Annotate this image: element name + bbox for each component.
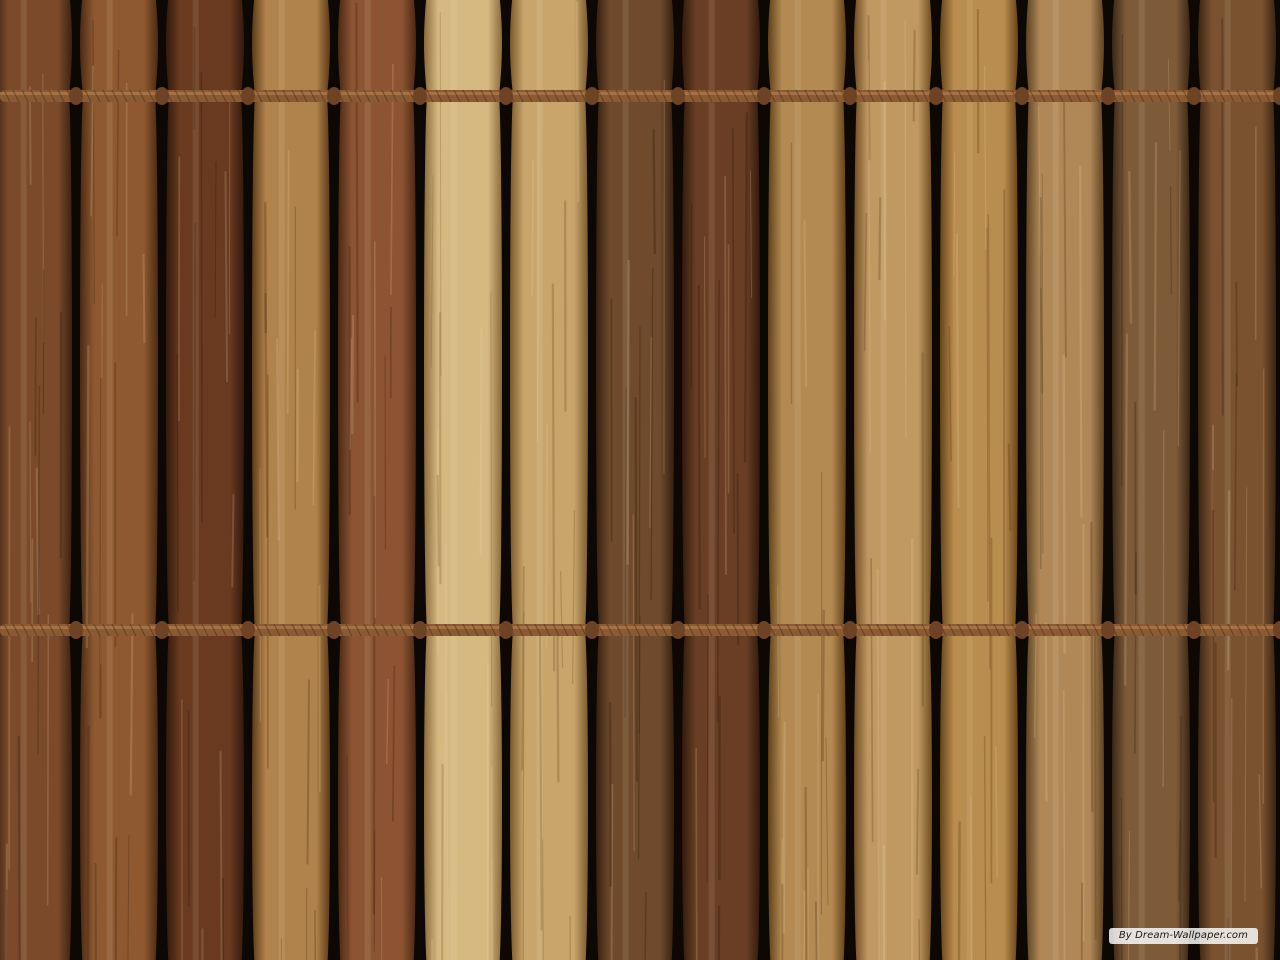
reed-fiber <box>914 30 915 122</box>
reed-fiber <box>905 21 906 438</box>
twine-knot <box>413 621 427 639</box>
reed-segment <box>768 96 846 630</box>
twine-knot <box>155 87 169 105</box>
reed <box>80 0 158 960</box>
twine-sheen <box>0 626 1280 629</box>
reed-fiber <box>1171 186 1172 294</box>
twine-knot <box>413 87 427 105</box>
twine-knot <box>1187 87 1201 105</box>
reed-segment <box>1112 0 1190 96</box>
reed-fiber <box>288 150 289 413</box>
reed <box>338 0 416 960</box>
reed-segment <box>166 0 244 96</box>
twine-knot <box>69 87 83 105</box>
reed-segment <box>940 96 1018 630</box>
twine-knot <box>585 621 599 639</box>
twine-knot <box>499 87 513 105</box>
reed-fiber <box>442 764 443 960</box>
reed-segment <box>854 0 932 96</box>
reed-fiber <box>1236 282 1237 386</box>
reed-fiber <box>532 160 533 296</box>
reed-fiber <box>1255 947 1256 960</box>
reed-segment <box>1198 0 1276 96</box>
reed-fiber <box>1046 623 1047 801</box>
reed-fiber <box>639 326 640 734</box>
reed-fiber <box>1095 625 1096 939</box>
reed-fiber <box>35 317 36 455</box>
twine-knot <box>241 621 255 639</box>
reed-fiber <box>954 152 955 277</box>
reed-segment <box>338 630 416 960</box>
twine-knot <box>1101 621 1115 639</box>
reed-fiber <box>431 939 432 960</box>
reed-fiber <box>1082 883 1083 960</box>
twine-knot <box>1187 621 1201 639</box>
twine-knot <box>327 87 341 105</box>
reed-fiber <box>232 494 233 587</box>
twine-knot <box>843 621 857 639</box>
reed-fiber <box>445 543 446 855</box>
reed-fiber <box>1080 166 1081 518</box>
reed-segment <box>596 96 674 630</box>
reed-fiber <box>308 679 309 864</box>
reed-segment <box>940 630 1018 960</box>
reed-fiber <box>201 72 202 522</box>
reed-fiber <box>223 878 224 960</box>
reed-fiber <box>557 629 558 783</box>
twine-knot <box>69 621 83 639</box>
reed <box>854 0 932 960</box>
reed-segment <box>1112 630 1190 960</box>
twine-cord <box>0 90 1280 102</box>
reed-fiber <box>784 722 785 934</box>
reed-fiber <box>553 284 554 672</box>
reed-segment <box>252 0 330 96</box>
reed-segment <box>0 630 72 960</box>
reed-fiber <box>778 585 779 717</box>
reed <box>1026 0 1104 960</box>
reed-fiber <box>738 473 739 644</box>
reed-fiber <box>48 615 49 906</box>
twine-sheen <box>0 92 1280 95</box>
reed <box>1112 0 1190 960</box>
reed-fiber <box>570 916 571 960</box>
reed-segment <box>424 0 502 96</box>
reed-segment <box>596 630 674 960</box>
reed-fiber <box>699 285 700 609</box>
reed <box>252 0 330 960</box>
reed-segment <box>596 0 674 96</box>
reed-segment <box>424 630 502 960</box>
twine-knot <box>1101 87 1115 105</box>
twine-knot <box>929 87 943 105</box>
reed-fiber <box>144 254 145 343</box>
reed-segment <box>510 630 588 960</box>
reed <box>424 0 502 960</box>
reed <box>940 0 1018 960</box>
reed-segment <box>854 96 932 630</box>
reed-segment <box>252 96 330 630</box>
reed-fiber <box>636 397 637 782</box>
reed-fiber <box>1064 355 1065 654</box>
reed-segment <box>0 0 72 96</box>
reed-segment <box>768 0 846 96</box>
reed-segment <box>338 0 416 96</box>
reed-fiber <box>356 3 357 403</box>
reed-segment <box>424 96 502 630</box>
twine-knot <box>671 621 685 639</box>
reed <box>166 0 244 960</box>
reed <box>596 0 674 960</box>
twine-knot <box>843 87 857 105</box>
reed-fiber <box>806 787 807 960</box>
reed <box>1198 0 1276 960</box>
reed-fiber <box>1091 522 1092 812</box>
reed-fiber <box>879 197 880 280</box>
reed-fiber <box>1231 698 1232 934</box>
reed-fiber <box>481 328 482 555</box>
reed-fiber <box>438 475 439 566</box>
reed-fiber <box>88 726 89 960</box>
twine-knot <box>929 621 943 639</box>
twine-knot <box>585 87 599 105</box>
twine-knot <box>155 621 169 639</box>
reed-segment <box>166 630 244 960</box>
reed-fiber <box>1155 142 1156 411</box>
reed-fiber <box>492 858 493 960</box>
reed-fiber <box>1222 18 1223 415</box>
watermark: By Dream-Wallpaper.com <box>1109 928 1258 944</box>
reed-segment <box>682 96 760 630</box>
twine-knot <box>757 621 771 639</box>
reed-fiber <box>352 315 353 434</box>
reed-fiber <box>87 345 89 648</box>
twine-cord <box>0 624 1280 636</box>
reed-segment <box>80 630 158 960</box>
twine-knot <box>327 621 341 639</box>
reed-segment <box>1026 0 1104 96</box>
twine-knot <box>241 87 255 105</box>
twine-knot <box>499 621 513 639</box>
reed-fiber <box>610 702 611 887</box>
reed-segment <box>510 96 588 630</box>
reed-segment <box>252 630 330 960</box>
reed-segment <box>682 0 760 96</box>
twine-knot <box>671 87 685 105</box>
reed <box>510 0 588 960</box>
reed <box>768 0 846 960</box>
reed-fiber <box>654 129 655 254</box>
twine-knot <box>1015 621 1029 639</box>
reed-fiber <box>1163 430 1164 787</box>
twine-knot <box>757 87 771 105</box>
reed-fiber <box>725 176 726 575</box>
reed-fiber <box>958 822 959 960</box>
reed <box>0 0 72 960</box>
reed-segment <box>854 630 932 960</box>
reed-fiber <box>547 423 548 647</box>
reed-segment <box>682 630 760 960</box>
reed-fiber <box>177 354 178 611</box>
twine-knot <box>1015 87 1029 105</box>
reed-segment <box>1198 630 1276 960</box>
reed <box>682 0 760 960</box>
